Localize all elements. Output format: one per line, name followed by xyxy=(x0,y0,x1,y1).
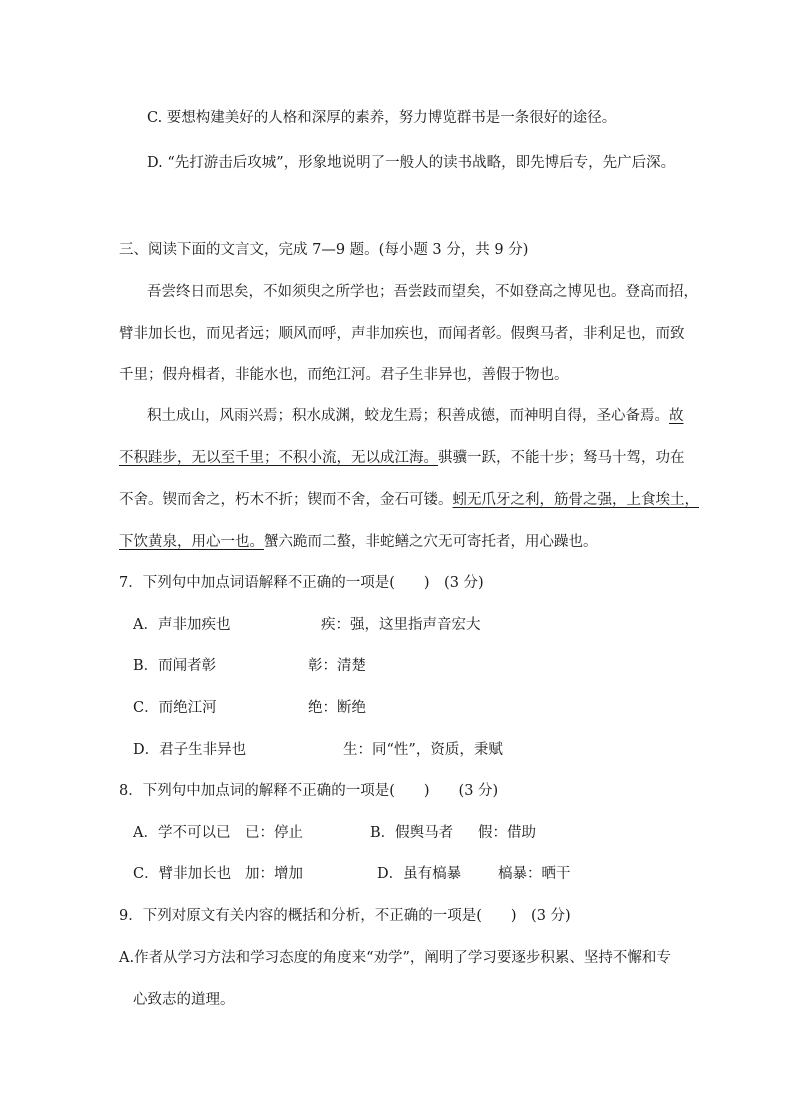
passage-line xyxy=(119,448,685,468)
passage-text: 积土成山，风雨兴焉；积水成渊，蛟龙生焉；积善成德，而神明自得，圣心备焉。 xyxy=(147,408,669,424)
q8-row-2 xyxy=(133,864,571,884)
option-d-text: D. “先打游击后攻城”，形象地说明了一般人的读书战略，即先博后专，先广后深。 xyxy=(147,155,676,171)
option-label: B．假舆马者 xyxy=(370,825,454,841)
option-label: C．臂非加长也 xyxy=(133,866,232,882)
option-label: D．虽有槁暴 xyxy=(377,866,462,882)
option-c-text: C. 要想构建美好的人格和深厚的素养，努力博览群书是一条很好的途径。 xyxy=(147,110,617,126)
option-definition: 疾：强，这里指声音宏大 xyxy=(321,617,481,633)
passage-line xyxy=(147,406,684,426)
passage-text: 不舍。锲而舍之，朽木不折；锲而不舍，金石可镂。 xyxy=(119,492,453,508)
option-label: A．学不可以已 xyxy=(133,825,231,841)
q7-option-b xyxy=(133,656,366,676)
option-label: C．而绝江河 xyxy=(133,700,217,716)
underlined-text: 故 xyxy=(669,408,684,424)
underlined-text: 下饮黄泉，用心一也。 xyxy=(119,534,264,550)
q7-option-c xyxy=(133,698,366,718)
underlined-text: 不积跬步，无以至千里；不积小流，无以成江海。 xyxy=(119,450,438,466)
passage-line: 千里；假舟楫者，非能水也，而绝江河。君子生非异也，善假于物也。 xyxy=(119,367,569,383)
passage-text: 蟹六跪而二螯，非蛇鳝之穴无可寄托者，用心躁也。 xyxy=(264,534,598,550)
option-label: B．而闻者彰 xyxy=(133,658,217,674)
question-8-stem: 8．下列句中加点词的解释不正确的一项是( ) (3 分) xyxy=(119,783,499,799)
q7-option-a xyxy=(133,615,481,635)
option-definition: 彰：清楚 xyxy=(308,658,366,674)
q7-option-d xyxy=(133,740,503,760)
passage-line: 吾尝终日而思矣，不如须臾之所学也；吾尝跂而望矣，不如登高之博见也。登高而招， xyxy=(147,284,698,300)
underlined-text: 蚓无爪牙之利，筋骨之强，上食埃土， xyxy=(452,492,699,508)
option-definition: 槁暴：晒干 xyxy=(498,866,571,882)
q8-row-1 xyxy=(133,823,536,843)
passage-line xyxy=(119,490,699,510)
question-7-stem: 7．下列句中加点词语解释不正确的一项是( ) (3 分) xyxy=(119,575,484,591)
question-9-stem: 9．下列对原文有关内容的概括和分析，不正确的一项是( ) (3 分) xyxy=(119,908,571,924)
passage-line xyxy=(119,532,598,552)
option-definition: 加：增加 xyxy=(245,866,303,882)
option-definition: 生：同“性”，资质，秉赋 xyxy=(343,742,503,758)
q9-option-a: A.作者从学习方法和学习态度的角度来“劝学”，阐明了学习要逐步积累、坚持不懈和专 xyxy=(119,950,671,966)
passage-text: 骐骥一跃，不能十步；驽马十驾，功在 xyxy=(438,450,685,466)
option-definition: 假：借助 xyxy=(478,825,536,841)
option-definition: 已：停止 xyxy=(245,825,303,841)
option-label: D．君子生非异也 xyxy=(133,742,247,758)
passage-line: 臂非加长也，而见者远；顺风而呼，声非加疾也，而闻者彰。假舆马者，非利足也，而致 xyxy=(119,326,685,342)
q9-option-a-cont: 心致志的道理。 xyxy=(133,992,235,1008)
option-label: A．声非加疾也 xyxy=(133,617,231,633)
option-definition: 绝：断绝 xyxy=(308,700,366,716)
section-heading: 三、阅读下面的文言文，完成 7—9 题。(每小题 3 分，共 9 分) xyxy=(119,242,529,258)
